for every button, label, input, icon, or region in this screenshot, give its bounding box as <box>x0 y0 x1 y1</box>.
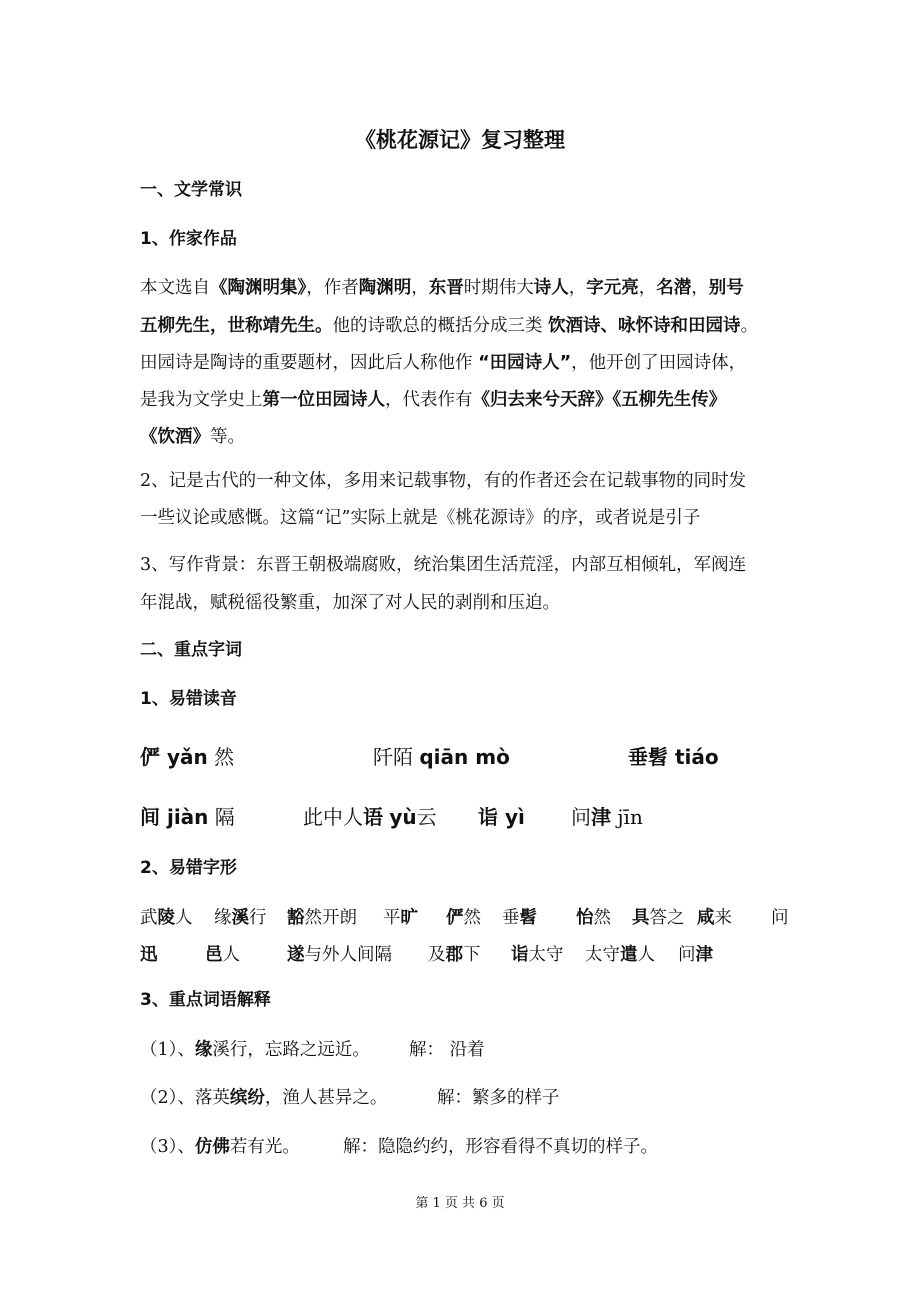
emphasis-text: yù <box>389 805 417 829</box>
body-text: 隔 <box>208 805 235 829</box>
pronunciation-item <box>571 801 643 830</box>
body-text: 然 <box>207 745 235 769</box>
subheading-explanations: 3、重点词语解释 <box>140 990 271 1010</box>
paragraph-background-line-1: 3、写作背景：东晋王朝极端腐败，统治集团生活荒淫，内部互相倾轧，军阀连 <box>140 555 747 575</box>
body-text: 人 <box>637 945 655 965</box>
glyph-item <box>214 904 267 929</box>
emphasis-text: 怡 <box>576 908 594 928</box>
item-explanation: 解： 沿着 <box>409 1040 485 1060</box>
glyph-item <box>446 904 481 929</box>
body-text: 问 <box>771 908 789 928</box>
body-text: 平 <box>383 908 401 928</box>
glyph-item <box>576 904 611 929</box>
emphasis-text: 津 <box>695 945 713 965</box>
section-heading-key-words: 二、重点字词 <box>140 640 242 660</box>
emphasis-text: 豁 <box>287 908 305 928</box>
emphasis-text: 具 <box>632 908 650 928</box>
page-footer: 第 1 页 共 6 页 <box>415 1196 505 1211</box>
emphasis-text: 间 <box>140 805 167 829</box>
emphasis-text: “田园诗人” <box>478 353 572 373</box>
item-sentence: 若有光。 <box>229 1137 300 1157</box>
author-intro-line <box>140 276 744 300</box>
glyph-item <box>585 941 655 966</box>
item-keyword: 缘 <box>194 1040 213 1060</box>
body-text: 答之 <box>649 908 685 928</box>
body-text: 田园诗是陶诗的重要题材，因此后人称他作 <box>140 353 479 373</box>
body-text: 太守 <box>528 945 564 965</box>
body-text: ，他开创了田园诗体， <box>571 353 747 373</box>
body-text: ， <box>691 278 709 298</box>
body-text: 本文选自 <box>140 278 210 298</box>
paragraph-background-line-2: 年混战，赋税徭役繁重，加深了对人民的剥削和压迫。 <box>140 593 560 613</box>
emphasis-text: 诣 <box>478 805 505 829</box>
item-sentence: ，渔人甚异之。 <box>264 1088 388 1108</box>
emphasis-text: 字元亮 <box>586 278 639 298</box>
item-prefix: （3）、 <box>140 1137 195 1157</box>
body-text: 时期伟大 <box>463 278 534 298</box>
section-heading-literary: 一、文学常识 <box>140 180 242 200</box>
subheading-author-works: 1、作家作品 <box>140 229 237 249</box>
explanation-item <box>140 1038 370 1062</box>
glyph-item <box>205 941 240 966</box>
author-intro-line <box>140 425 245 449</box>
glyph-item <box>287 904 357 929</box>
body-text: 等。 <box>210 427 245 447</box>
emphasis-text: 诣 <box>511 945 529 965</box>
item-sentence: 溪行，忘路之远近。 <box>212 1040 370 1060</box>
glyph-item <box>140 941 158 966</box>
emphasis-text: 《饮酒》 <box>140 427 210 447</box>
emphasis-text: qiān mò <box>419 745 510 769</box>
pronunciation-item <box>303 801 437 830</box>
emphasis-text: 《陶渊明集》 <box>210 278 307 298</box>
emphasis-text: yì <box>504 805 525 829</box>
pronunciation-item <box>478 801 525 830</box>
body-text: 是我为文学史上 <box>140 390 263 410</box>
emphasis-text: yǎn <box>166 745 208 769</box>
body-text: jīn <box>617 805 643 829</box>
item-prefix: （1）、 <box>140 1040 195 1060</box>
item-keyword: 缤纷 <box>229 1088 265 1108</box>
body-text: 人 <box>175 908 193 928</box>
emphasis-text: 语 <box>363 805 383 829</box>
body-text: 然开朗 <box>304 908 357 928</box>
emphasis-text: 垂髫 <box>628 745 675 769</box>
body-text: 云 <box>416 805 437 829</box>
body-text: ，作者 <box>306 278 359 298</box>
emphasis-text: 俨 <box>446 908 464 928</box>
body-text: 然 <box>593 908 611 928</box>
subheading-glyphs: 2、易错字形 <box>140 858 237 878</box>
item-explanation: 解：繁多的样子 <box>437 1088 560 1108</box>
pronunciation-item <box>628 741 719 770</box>
emphasis-text: 溪 <box>231 908 249 928</box>
glyph-item <box>428 941 481 966</box>
author-intro-line <box>140 314 758 338</box>
emphasis-text: 名潜 <box>656 278 692 298</box>
glyph-item <box>697 904 732 929</box>
paragraph-ji-line-2: 一些议论或感慨。这篇“记”实际上就是《桃花源诗》的序，或者说是引子 <box>140 508 701 528</box>
emphasis-text: 诗人 <box>533 278 569 298</box>
emphasis-text: 旷 <box>400 908 418 928</box>
body-text: 问 <box>678 945 696 965</box>
author-intro-line <box>140 351 746 375</box>
pronunciation-item <box>140 801 235 830</box>
body-text: ， <box>638 278 657 298</box>
body-text: 人 <box>222 945 240 965</box>
body-text: 垂 <box>502 908 520 928</box>
glyph-item <box>771 904 789 929</box>
emphasis-text: 郡 <box>445 945 463 965</box>
item-explanation: 解：隐隐约约，形容看得不真切的样子。 <box>343 1137 658 1157</box>
pronunciation-item <box>373 741 510 770</box>
pronunciation-item <box>140 741 234 770</box>
body-text: 行 <box>249 908 267 928</box>
emphasis-text: 俨 <box>140 745 167 769</box>
glyph-item <box>502 904 537 929</box>
emphasis-text: 咸 <box>697 908 715 928</box>
body-text: 问 <box>571 805 591 829</box>
emphasis-text: 第一位田园诗人 <box>262 390 385 410</box>
item-prefix: （2）、落英 <box>140 1088 230 1108</box>
body-text: 他的诗歌总的概括分成三类 <box>332 316 549 336</box>
body-text: ， <box>568 278 587 298</box>
emphasis-text: 东晋 <box>428 278 464 298</box>
emphasis-text: 迅 <box>140 945 158 965</box>
emphasis-text: 别号 <box>708 278 744 298</box>
author-intro-line <box>140 388 726 412</box>
emphasis-text: 邑 <box>205 945 223 965</box>
glyph-item <box>287 941 392 966</box>
body-text: 及 <box>428 945 446 965</box>
body-text: 阡陌 <box>373 745 420 769</box>
body-text: 太守 <box>585 945 620 965</box>
body-text: 缘 <box>214 908 232 928</box>
explanation-item <box>140 1086 387 1110</box>
body-text: ， <box>411 278 429 298</box>
body-text: 武 <box>140 908 158 928</box>
body-text: 。 <box>740 316 759 336</box>
explanation-item <box>140 1135 300 1159</box>
body-text: 与外人间隔 <box>304 945 392 965</box>
emphasis-text: tiáo <box>674 745 719 769</box>
emphasis-text: 髫 <box>519 908 537 928</box>
emphasis-text: 陶渊明 <box>358 278 412 298</box>
body-text: 此中人 <box>303 805 363 829</box>
emphasis-text: 遣 <box>620 945 638 965</box>
emphasis-text: 遂 <box>287 945 305 965</box>
emphasis-text: 五柳先生，世称靖先生。 <box>140 316 333 336</box>
paragraph-ji-line-1: 2、记是古代的一种文体，多用来记载事物，有的作者还会在记载事物的同时发 <box>140 471 747 491</box>
emphasis-text: 陵 <box>157 908 175 928</box>
body-text: 下 <box>463 945 481 965</box>
body-text: 来 <box>714 908 732 928</box>
item-keyword: 仿佛 <box>194 1137 230 1157</box>
emphasis-text: 饮酒诗、咏怀诗和田园诗 <box>548 316 741 336</box>
body-text: ，代表作有 <box>385 390 473 410</box>
emphasis-text: jiàn <box>166 805 209 829</box>
glyph-item <box>511 941 564 966</box>
body-text: 然 <box>463 908 481 928</box>
subheading-pronunciation: 1、易错读音 <box>140 689 237 709</box>
glyph-item <box>678 941 713 966</box>
glyph-item <box>632 904 685 929</box>
document-title: 《桃花源记》复习整理 <box>355 128 565 152</box>
emphasis-text: 津 <box>591 805 611 829</box>
glyph-item <box>140 904 193 929</box>
glyph-item <box>383 904 418 929</box>
emphasis-text: 《归去来兮天辞》《五柳先生传》 <box>472 390 727 410</box>
